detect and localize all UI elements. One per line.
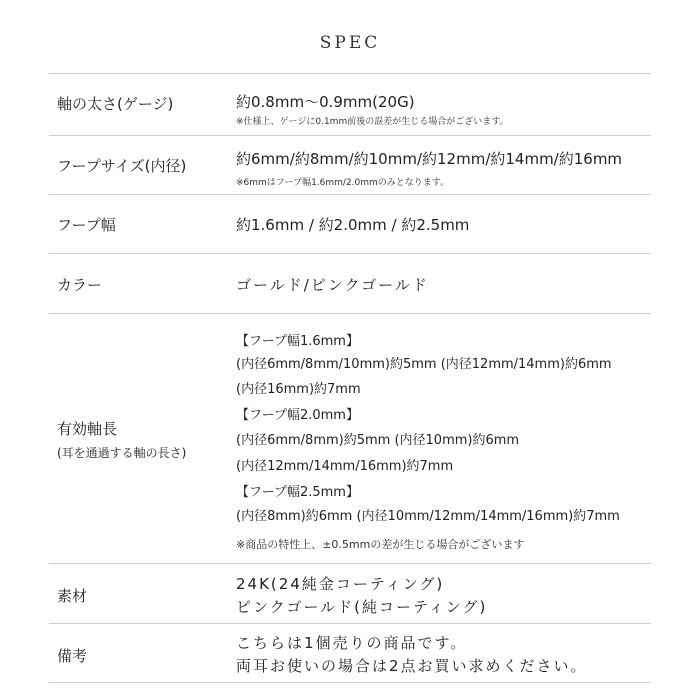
- spec-label-remarks: 備考: [57, 647, 88, 665]
- spec-note-gauge: ※仕様上、ゲージに0.1mm前後の誤差が生じる場合がございます。: [236, 117, 509, 127]
- shaft-length-line: (内径16mm)約7mm: [236, 382, 361, 397]
- spec-value-gauge: 約0.8mm～0.9mm(20G): [236, 93, 415, 111]
- divider: [49, 682, 651, 683]
- spec-label-hoop-width: フープ幅: [57, 216, 116, 234]
- spec-label-material: 素材: [57, 587, 88, 605]
- shaft-length-line: 【フープ幅2.0mm】: [236, 408, 359, 423]
- shaft-length-line: 【フープ幅1.6mm】: [236, 334, 359, 349]
- spec-label-hoop-size: フープサイズ(内径): [57, 157, 187, 175]
- divider: [49, 194, 651, 195]
- page-title: SPEC: [319, 33, 381, 53]
- divider: [49, 623, 651, 624]
- spec-label-color: カラー: [57, 276, 103, 294]
- spec-value-hoop-size: 約6mm/約8mm/約10mm/約12mm/約14mm/約16mm: [236, 150, 623, 168]
- spec-value-remarks-line: 両耳お使いの場合は2点お買い求めください。: [236, 657, 588, 675]
- shaft-length-line: (内径12mm/14mm/16mm)約7mm: [236, 459, 454, 474]
- shaft-length-line: (内径6mm/8mm/10mm)約5mm (内径12mm/14mm)約6mm: [236, 357, 612, 372]
- divider: [49, 253, 651, 254]
- spec-sublabel-shaft-length: (耳を通過する軸の長さ): [57, 446, 187, 460]
- shaft-length-line: (内径8mm)約6mm (内径10mm/12mm/14mm/16mm)約7mm: [236, 509, 620, 524]
- spec-value-material-line: ピンクゴールド(純コーティング): [236, 598, 488, 616]
- divider: [49, 313, 651, 314]
- spec-label-gauge: 軸の太さ(ゲージ): [57, 95, 174, 113]
- spec-value-hoop-width: 約1.6mm / 約2.0mm / 約2.5mm: [236, 216, 470, 234]
- spec-value-material-line: 24K(24純金コーティング): [236, 575, 445, 593]
- spec-note-hoop-size: ※6mmはフープ幅1.6mm/2.0mmのみとなります。: [236, 178, 450, 188]
- divider: [49, 73, 651, 74]
- spec-value-color: ゴールド/ピンクゴールド: [236, 276, 429, 294]
- shaft-length-line: (内径6mm/8mm)約5mm (内径10mm)約6mm: [236, 433, 520, 448]
- divider: [49, 563, 651, 564]
- spec-label-shaft-length: 有効軸長: [57, 420, 118, 438]
- spec-note-shaft-length: ※商品の特性上、±0.5mmの差が生じる場合がございます: [236, 538, 525, 551]
- spec-value-remarks-line: こちらは1個売りの商品です。: [236, 634, 468, 652]
- shaft-length-line: 【フープ幅2.5mm】: [236, 485, 359, 500]
- divider: [49, 135, 651, 136]
